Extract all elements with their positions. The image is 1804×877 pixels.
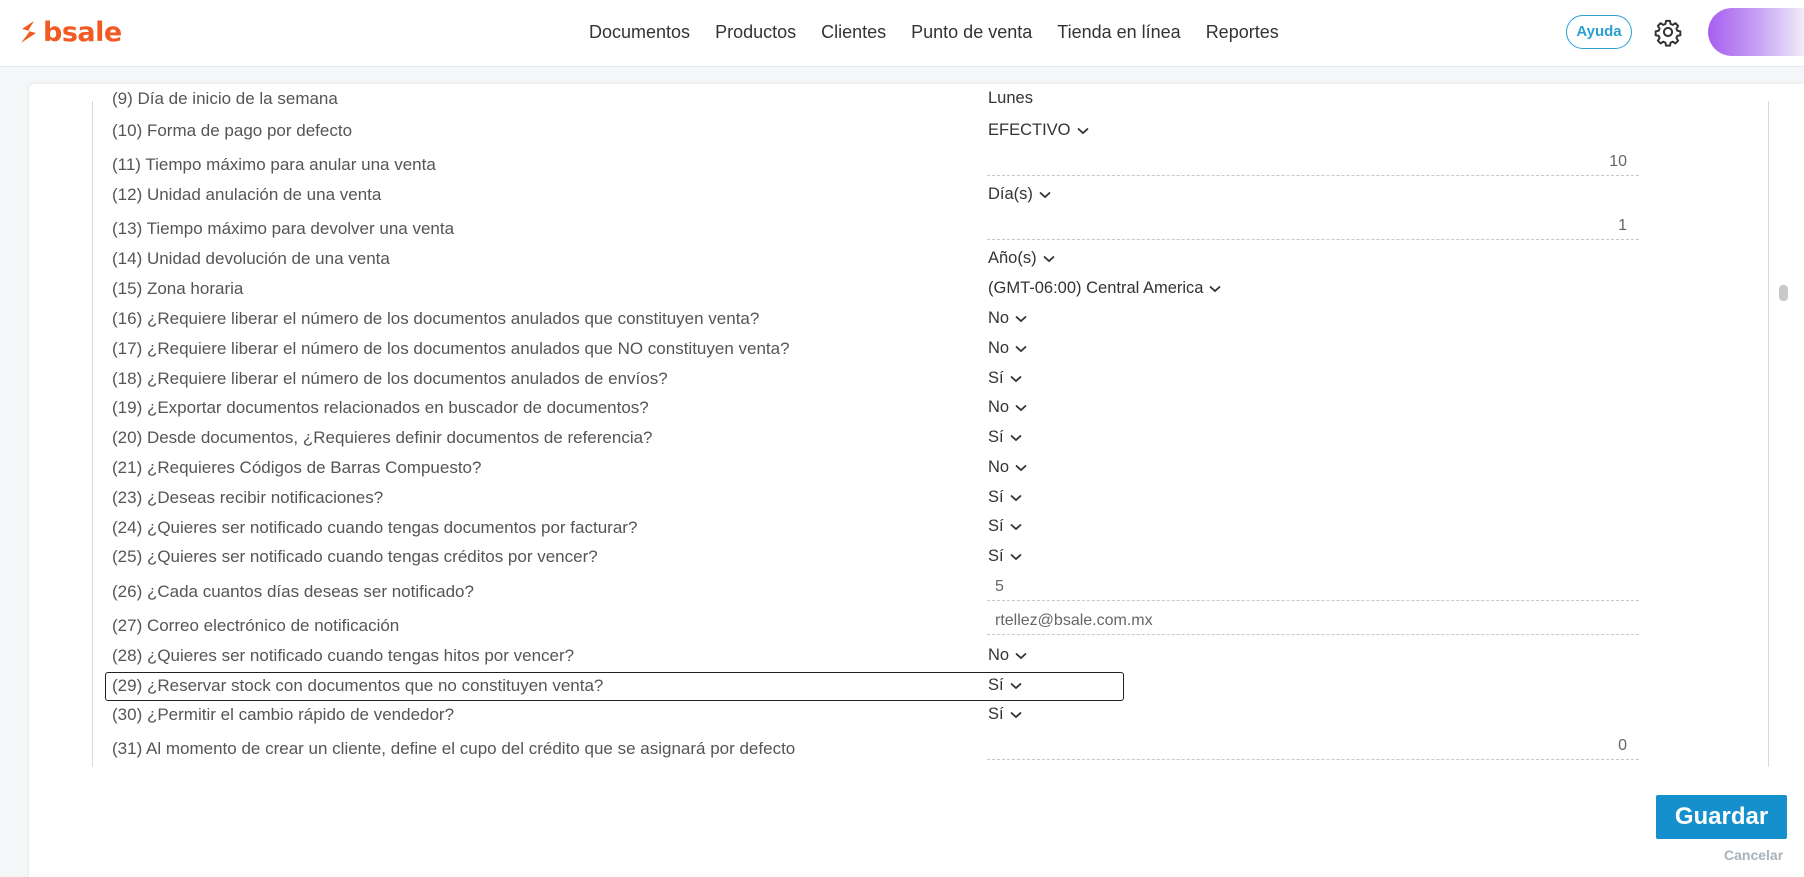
setting-label-16: (16) ¿Requiere liberar el número de los documentos anulados que constituyen venta? bbox=[112, 309, 760, 328]
setting-select-24[interactable] bbox=[988, 517, 1022, 536]
top-navbar bbox=[0, 0, 1804, 67]
chevron-down-icon bbox=[1043, 255, 1055, 263]
setting-value-29: Sí bbox=[988, 676, 1004, 694]
setting-select-16[interactable] bbox=[988, 309, 1027, 328]
chevron-down-icon bbox=[1015, 404, 1027, 412]
setting-select-14[interactable] bbox=[988, 249, 1055, 268]
setting-value-20: Sí bbox=[988, 428, 1004, 446]
scrollbar-thumb[interactable] bbox=[1779, 285, 1788, 301]
nav-punto-de-venta[interactable]: Punto de venta bbox=[911, 22, 1033, 42]
setting-select-23[interactable] bbox=[988, 488, 1022, 507]
setting-value-21: No bbox=[988, 458, 1010, 476]
notification-email-field[interactable] bbox=[987, 608, 1639, 635]
chevron-down-icon bbox=[1010, 711, 1022, 719]
setting-value-15: (GMT-06:00) Central America bbox=[988, 279, 1204, 297]
setting-value-28: No bbox=[988, 646, 1010, 664]
setting-label-27: (27) Correo electrónico de notificación bbox=[112, 616, 400, 635]
setting-value-16: No bbox=[988, 309, 1010, 327]
nav-tienda-en-linea[interactable]: Tienda en línea bbox=[1057, 22, 1181, 42]
setting-select-30[interactable] bbox=[988, 705, 1022, 724]
setting-value-9: Lunes bbox=[988, 89, 1033, 107]
setting-label-11: (11) Tiempo máximo para anular una venta bbox=[112, 155, 436, 174]
setting-input-31[interactable] bbox=[987, 733, 1639, 760]
setting-input-11[interactable] bbox=[987, 149, 1639, 176]
setting-label-18: (18) ¿Requiere liberar el número de los documentos anulados de envíos? bbox=[112, 369, 668, 388]
setting-value-10: EFECTIVO bbox=[988, 121, 1071, 139]
setting-label-14: (14) Unidad devolución de una venta bbox=[112, 249, 390, 268]
bsale-logo-icon bbox=[18, 19, 40, 45]
chevron-down-icon bbox=[1010, 553, 1022, 561]
setting-select-25[interactable] bbox=[988, 547, 1022, 566]
setting-label-9: (9) Día de inicio de la semana bbox=[112, 89, 338, 108]
nav-productos[interactable]: Productos bbox=[715, 22, 797, 42]
chevron-down-icon bbox=[1077, 127, 1089, 135]
chevron-down-icon bbox=[1015, 464, 1027, 472]
setting-value-12: Día(s) bbox=[988, 185, 1033, 203]
setting-label-21: (21) ¿Requieres Códigos de Barras Compuesto? bbox=[112, 458, 482, 477]
save-button[interactable]: Guardar bbox=[1656, 795, 1787, 839]
setting-label-30: (30) ¿Permitir el cambio rápido de vendedor? bbox=[112, 705, 455, 724]
chevron-down-icon bbox=[1209, 285, 1221, 293]
list-right-divider bbox=[1768, 101, 1769, 767]
setting-label-25: (25) ¿Quieres ser notificado cuando tengas créditos por vencer? bbox=[112, 547, 598, 566]
setting-value-27: rtellez@bsale.com.mx bbox=[995, 612, 1153, 629]
setting-input-13[interactable] bbox=[987, 213, 1639, 240]
chevron-down-icon bbox=[1015, 345, 1027, 353]
setting-value-30: Sí bbox=[988, 705, 1004, 723]
setting-input-26[interactable] bbox=[987, 574, 1639, 601]
setting-value-13: 1 bbox=[1618, 217, 1627, 234]
setting-value-25: Sí bbox=[988, 547, 1004, 565]
setting-select-21[interactable] bbox=[988, 458, 1027, 477]
setting-select-9[interactable] bbox=[988, 89, 1033, 108]
setting-label-26: (26) ¿Cada cuantos días deseas ser notificado? bbox=[112, 582, 474, 601]
setting-value-11: 10 bbox=[1609, 153, 1627, 170]
setting-label-31: (31) Al momento de crear un cliente, define el cupo del crédito que se asignará por defecto bbox=[112, 739, 796, 758]
nav-reportes[interactable]: Reportes bbox=[1205, 22, 1279, 42]
chevron-down-icon bbox=[1010, 494, 1022, 502]
setting-select-19[interactable] bbox=[988, 398, 1027, 417]
setting-select-28[interactable] bbox=[988, 646, 1027, 665]
setting-select-15[interactable] bbox=[988, 279, 1221, 298]
setting-value-18: Sí bbox=[988, 369, 1004, 387]
setting-value-14: Año(s) bbox=[988, 249, 1037, 267]
help-button[interactable]: Ayuda bbox=[1566, 15, 1632, 49]
setting-value-23: Sí bbox=[988, 488, 1004, 506]
setting-label-12: (12) Unidad anulación de una venta bbox=[112, 185, 382, 204]
chevron-down-icon bbox=[1010, 523, 1022, 531]
cancel-link[interactable]: Cancelar bbox=[1724, 847, 1784, 863]
setting-label-24: (24) ¿Quieres ser notificado cuando tengas documentos por facturar? bbox=[112, 518, 638, 537]
setting-label-10: (10) Forma de pago por defecto bbox=[112, 121, 353, 140]
main-nav bbox=[589, 18, 1304, 46]
brand-name: bsale bbox=[43, 16, 122, 48]
chevron-down-icon bbox=[1039, 191, 1051, 199]
avatar[interactable] bbox=[1708, 8, 1804, 56]
setting-label-13: (13) Tiempo máximo para devolver una venta bbox=[112, 219, 455, 238]
nav-documentos[interactable]: Documentos bbox=[589, 22, 691, 42]
setting-label-15: (15) Zona horaria bbox=[112, 279, 244, 298]
chevron-down-icon bbox=[1010, 434, 1022, 442]
settings-list[interactable] bbox=[92, 89, 1768, 767]
bsale-logo[interactable] bbox=[18, 17, 122, 47]
chevron-down-icon bbox=[1015, 315, 1027, 323]
chevron-down-icon bbox=[1010, 375, 1022, 383]
setting-label-23: (23) ¿Deseas recibir notificaciones? bbox=[112, 488, 384, 507]
setting-value-24: Sí bbox=[988, 517, 1004, 535]
setting-value-26: 5 bbox=[995, 578, 1004, 595]
setting-value-31: 0 bbox=[1618, 737, 1627, 754]
setting-value-17: No bbox=[988, 339, 1010, 357]
nav-clientes[interactable]: Clientes bbox=[821, 22, 887, 42]
setting-select-17[interactable] bbox=[988, 339, 1027, 358]
setting-label-28: (28) ¿Quieres ser notificado cuando tengas hitos por vencer? bbox=[112, 646, 575, 665]
setting-select-10[interactable] bbox=[988, 121, 1089, 140]
setting-label-17: (17) ¿Requiere liberar el número de los documentos anulados que NO constituyen venta? bbox=[112, 339, 790, 358]
setting-select-20[interactable] bbox=[988, 428, 1022, 447]
focused-row-outline bbox=[105, 672, 1124, 701]
setting-label-29: (29) ¿Reservar stock con documentos que no constituyen venta? bbox=[112, 676, 604, 695]
setting-label-19: (19) ¿Exportar documentos relacionados en buscador de documentos? bbox=[112, 398, 649, 417]
setting-value-19: No bbox=[988, 398, 1010, 416]
setting-select-12[interactable] bbox=[988, 185, 1051, 204]
chevron-down-icon bbox=[1015, 652, 1027, 660]
setting-label-20: (20) Desde documentos, ¿Requieres definir documentos de referencia? bbox=[112, 428, 653, 447]
gear-icon[interactable] bbox=[1654, 18, 1682, 46]
setting-select-18[interactable] bbox=[988, 369, 1022, 388]
